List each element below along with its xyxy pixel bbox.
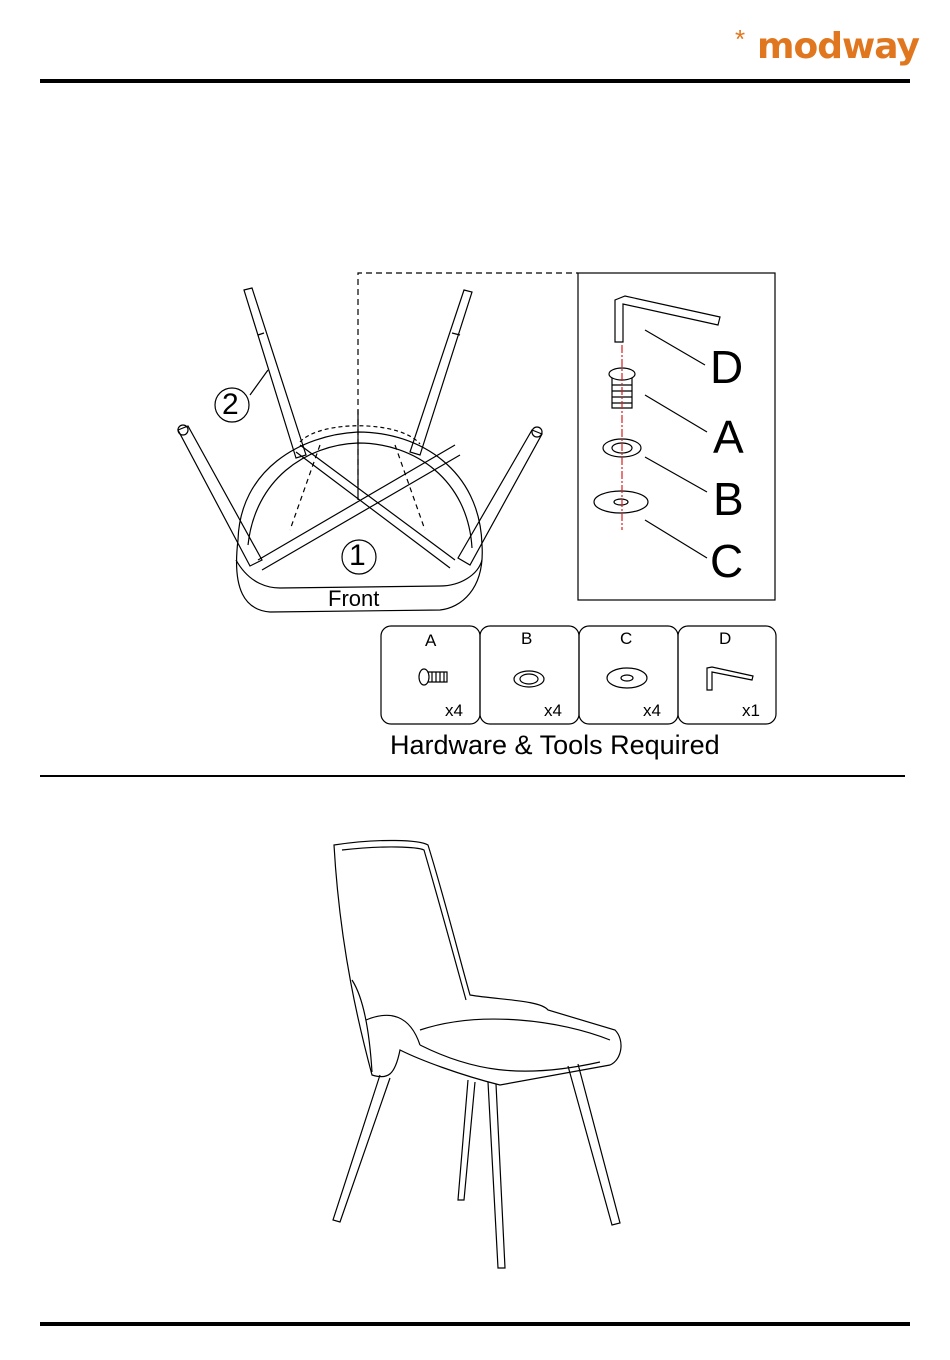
part-number-2: 2	[222, 388, 239, 421]
detail-letter-b: B	[713, 473, 744, 525]
detail-letter-a: A	[713, 411, 744, 463]
hardware-title: Hardware & Tools Required	[390, 730, 720, 760]
front-label: Front	[328, 586, 380, 611]
logo-star-icon: *	[735, 24, 746, 54]
hardware-qty-d: x1	[742, 701, 760, 720]
assembled-chair	[333, 840, 621, 1268]
hardware-qty-c: x4	[643, 701, 661, 720]
seat-outline	[237, 432, 483, 612]
detail-letter-d: D	[710, 341, 744, 393]
logo-text: modway	[757, 26, 919, 67]
hardware-qty-b: x4	[544, 701, 562, 720]
part-number-1: 1	[349, 539, 366, 572]
detail-letter-c: C	[710, 535, 744, 587]
hardware-label-b: B	[521, 629, 533, 648]
hardware-label-a: A	[425, 631, 437, 650]
hardware-label-d: D	[719, 629, 732, 648]
chair-legs	[178, 288, 542, 566]
detail-box	[578, 273, 775, 600]
hardware-label-c: C	[620, 629, 633, 648]
hardware-qty-a: x4	[445, 701, 463, 720]
